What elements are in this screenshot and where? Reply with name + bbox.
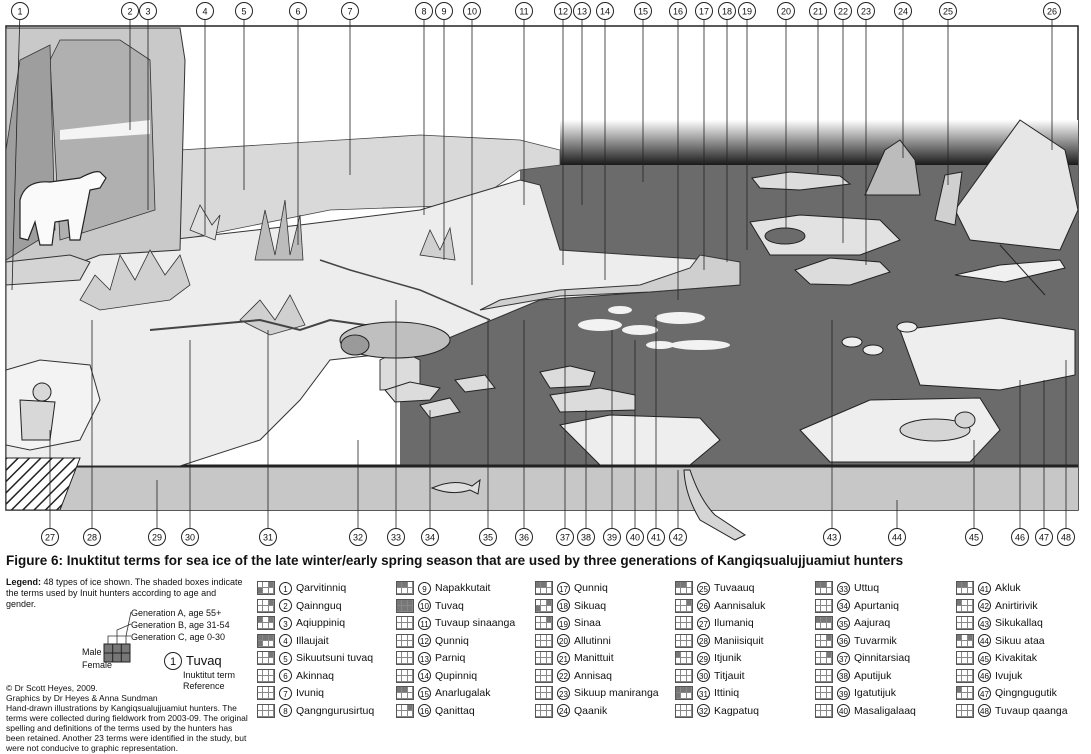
callout-number: 14: [599, 6, 611, 17]
term-39: [815, 685, 896, 701]
term-name: Napakkutait: [435, 582, 491, 594]
term-name: Qarvitinniq: [296, 582, 347, 594]
credits: [6, 683, 251, 753]
callout-number: 47: [1038, 532, 1050, 543]
callout-number: 24: [897, 6, 909, 17]
callout-number: 30: [184, 532, 196, 543]
graphics-credit: Graphics by Dr Heyes & Anna Sundman: [6, 693, 158, 703]
term-name: Igatutijuk: [854, 687, 897, 699]
generation-a-label: Generation A, age 55+: [131, 608, 222, 618]
term-number: 40: [837, 704, 850, 717]
callout-number: 46: [1014, 532, 1026, 543]
term-23: [535, 685, 659, 701]
term-40: [815, 703, 916, 719]
term-name: Itjunik: [714, 652, 742, 664]
term-name: Annisaq: [574, 669, 612, 682]
term-number: 33: [837, 582, 850, 595]
term-48: [956, 703, 1068, 719]
term-name: Aajuraq: [854, 617, 891, 629]
term-number: 47: [978, 687, 991, 700]
term-number: 39: [837, 687, 850, 700]
usage-grid: [257, 704, 275, 718]
usage-grid: [675, 599, 693, 613]
term-number: 25: [697, 582, 710, 595]
term-2: [257, 598, 342, 614]
term-25: [675, 580, 754, 596]
usage-grid: [815, 599, 833, 613]
term-number: 4: [279, 634, 292, 647]
term-number: 22: [557, 669, 570, 682]
term-18: [535, 598, 606, 614]
term-name: Sikuutsuni tuvaq: [296, 652, 374, 664]
term-number: 21: [557, 652, 570, 665]
generation-b-label: Generation B, age 31-54: [131, 620, 230, 630]
term-name: Qunniq: [435, 634, 469, 647]
legend-grid-sample: [80, 608, 140, 668]
legend-description: [6, 577, 246, 610]
term-number: 16: [418, 704, 431, 717]
term-number: 31: [697, 687, 710, 700]
term-number: 2: [279, 599, 292, 612]
term-name: Parniq: [435, 652, 466, 664]
term-31: [675, 685, 739, 701]
term-number: 19: [557, 617, 570, 630]
usage-grid: [956, 686, 974, 700]
usage-grid: [396, 686, 414, 700]
term-37: [815, 650, 910, 666]
term-number: 17: [557, 582, 570, 595]
term-46: [956, 668, 1022, 684]
term-28: [675, 633, 764, 649]
usage-grid: [815, 651, 833, 665]
term-name: Aputijuk: [854, 669, 892, 682]
term-name: Qainnguq: [296, 599, 342, 612]
term-name: Anirtirivik: [995, 599, 1038, 612]
term-number: 12: [418, 634, 431, 647]
term-name: Sikuaq: [574, 599, 607, 612]
usage-grid: [257, 651, 275, 665]
term-number: 14: [418, 669, 431, 682]
term-34: [815, 598, 899, 614]
callout-number: 39: [606, 532, 618, 543]
term-name: Ivuniq: [296, 687, 325, 699]
term-number: 26: [697, 599, 710, 612]
term-name: Anarlugalak: [435, 687, 491, 699]
term-number: 5: [279, 652, 292, 665]
term-number: 41: [978, 582, 991, 595]
callout-number: 21: [812, 6, 824, 17]
term-number: 3: [279, 617, 292, 630]
term-22: [535, 668, 612, 684]
callout-number: 27: [44, 532, 56, 543]
usage-grid: [956, 581, 974, 595]
usage-grid: [396, 616, 414, 630]
callout-number: 23: [860, 6, 872, 17]
usage-grid: [815, 581, 833, 595]
usage-grid: [396, 669, 414, 683]
callout-number: 17: [698, 6, 710, 17]
term-4: [257, 633, 329, 649]
usage-grid: [535, 669, 553, 683]
usage-grid: [815, 634, 833, 648]
usage-grid: [956, 651, 974, 665]
usage-grid: [675, 686, 693, 700]
callout-number: 3: [145, 6, 151, 17]
term-name: Maniisiquit: [714, 634, 764, 647]
term-number: 23: [557, 687, 570, 700]
term-26: [675, 598, 765, 614]
callout-number: 44: [891, 532, 903, 543]
term-38: [815, 668, 891, 684]
term-name: Titjauit: [714, 669, 745, 682]
inuktitut-term-label: Inuktitut term: [183, 670, 236, 680]
callout-number: 43: [826, 532, 838, 543]
usage-grid: [956, 616, 974, 630]
female-label: Female: [82, 660, 113, 670]
term-19: [535, 615, 601, 631]
usage-grid: [535, 599, 553, 613]
usage-grid: [535, 704, 553, 718]
figure-caption: Figure 6: Inuktitut terms for sea ice of the late winter/early spring season that are used by three generations of Kangiqsualujjuamiut hunters: [6, 553, 904, 568]
term-name: Ilumaniq: [714, 617, 754, 629]
usage-grid: [956, 669, 974, 683]
term-30: [675, 668, 745, 684]
term-35: [815, 615, 890, 631]
term-8: [257, 703, 374, 719]
usage-grid: [257, 669, 275, 683]
term-name: Qanittaq: [435, 704, 475, 717]
usage-grid: [396, 581, 414, 595]
usage-grid: [257, 616, 275, 630]
term-name: Uttuq: [854, 582, 880, 594]
term-name: Akluk: [995, 582, 1021, 594]
callout-number: 42: [672, 532, 684, 543]
term-17: [535, 580, 608, 596]
reference-label: Reference: [183, 681, 225, 691]
term-41: [956, 580, 1021, 596]
usage-grid: [675, 581, 693, 595]
term-5: [257, 650, 373, 666]
term-name: Qaanik: [574, 704, 608, 717]
usage-grid: [956, 704, 974, 718]
term-21: [535, 650, 614, 666]
callout-number: 45: [968, 532, 980, 543]
term-10: [396, 598, 464, 614]
callout-number: 4: [202, 6, 208, 17]
usage-grid: [535, 686, 553, 700]
callout-number: 12: [557, 6, 569, 17]
term-name: Qunniq: [574, 582, 608, 594]
callout-number: 38: [580, 532, 592, 543]
term-number: 10: [418, 599, 431, 612]
term-number: 9: [418, 582, 431, 595]
term-44: [956, 633, 1045, 649]
term-7: [257, 685, 324, 701]
term-number: 28: [697, 634, 710, 647]
term-name: Ivujuk: [995, 669, 1023, 682]
term-number: 45: [978, 652, 991, 665]
term-name: Apurtaniq: [854, 599, 899, 612]
callout-number: 36: [518, 532, 530, 543]
term-name: Akinnaq: [296, 669, 334, 682]
usage-grid: [257, 686, 275, 700]
usage-grid: [535, 634, 553, 648]
term-36: [815, 633, 897, 649]
callout-number: 7: [347, 6, 353, 17]
callout-number: 19: [741, 6, 753, 17]
copyright: © Dr Scott Heyes, 2009.: [6, 683, 98, 693]
sample-term-name: Tuvaq: [186, 653, 222, 668]
term-name: Tuvaup qaanga: [995, 704, 1068, 717]
term-29: [675, 650, 741, 666]
term-33: [815, 580, 879, 596]
usage-grid: [396, 634, 414, 648]
term-number: 8: [279, 704, 292, 717]
callout-number: 11: [519, 6, 529, 17]
term-47: [956, 685, 1057, 701]
callout-number: 6: [295, 6, 301, 17]
term-number: 42: [978, 599, 991, 612]
usage-grid: [675, 669, 693, 683]
callout-number: 8: [421, 6, 427, 17]
callout-number: 29: [151, 532, 163, 543]
term-name: Sikukallaq: [995, 617, 1043, 629]
callout-number: 2: [127, 6, 133, 17]
term-12: [396, 633, 469, 649]
term-27: [675, 615, 754, 631]
term-number: 35: [837, 617, 850, 630]
term-11: [396, 615, 515, 631]
male-label: Male: [82, 647, 102, 657]
term-number: 36: [837, 634, 850, 647]
underwater-band: [6, 466, 1078, 510]
term-number: 46: [978, 669, 991, 682]
callout-number: 28: [86, 532, 98, 543]
usage-grid: [956, 599, 974, 613]
term-number: 44: [978, 634, 991, 647]
term-1: [257, 580, 346, 596]
usage-grid: [257, 599, 275, 613]
term-45: [956, 650, 1037, 666]
term-name: Masaligalaaq: [854, 704, 916, 717]
usage-grid: [815, 686, 833, 700]
term-42: [956, 598, 1038, 614]
term-name: Qinnitarsiaq: [854, 652, 911, 664]
callout-number: 34: [424, 532, 436, 543]
usage-grid: [535, 616, 553, 630]
term-name: Qangngurusirtuq: [296, 704, 375, 717]
legend-text: 48 types of ice shown. The shaded boxes indicate the terms used by Inuit hunters according to age and gender.: [6, 577, 243, 609]
callout-number: 1: [17, 6, 23, 17]
term-20: [535, 633, 611, 649]
term-name: Allutinni: [574, 634, 611, 647]
term-name: Manittuit: [574, 652, 614, 664]
term-name: Tuvaup sinaanga: [435, 617, 516, 629]
term-name: Tuvarmik: [854, 634, 897, 647]
callout-number: 9: [441, 6, 447, 17]
term-number: 48: [978, 704, 991, 717]
usage-grid: [535, 581, 553, 595]
term-number: 7: [279, 687, 292, 700]
legend-label: Legend:: [6, 577, 41, 587]
callout-number: 41: [650, 532, 662, 543]
usage-grid: [257, 634, 275, 648]
usage-grid: [675, 616, 693, 630]
sample-number: 1: [164, 652, 182, 670]
term-name: Tuvaauq: [714, 582, 755, 594]
term-14: [396, 668, 477, 684]
callout-number: 26: [1046, 6, 1058, 17]
callout-number: 18: [721, 6, 733, 17]
callout-number: 25: [942, 6, 954, 17]
usage-grid: [815, 704, 833, 718]
term-name: Ittiniq: [714, 687, 740, 699]
callout-number: 32: [352, 532, 364, 543]
term-24: [535, 703, 607, 719]
term-name: Kivakitak: [995, 652, 1038, 664]
term-number: 1: [279, 582, 292, 595]
callout-number: 37: [559, 532, 571, 543]
term-name: Illaujait: [296, 634, 329, 647]
term-name: Qingngugutik: [995, 687, 1057, 699]
term-name: Sinaa: [574, 617, 601, 629]
term-name: Aannisaluk: [714, 599, 766, 612]
term-number: 11: [418, 617, 431, 630]
usage-grid: [396, 704, 414, 718]
term-number: 37: [837, 652, 850, 665]
term-name: Tuvaq: [435, 599, 464, 612]
callout-number: 16: [672, 6, 684, 17]
term-43: [956, 615, 1043, 631]
usage-grid: [535, 651, 553, 665]
usage-grid: [815, 669, 833, 683]
term-number: 32: [697, 704, 710, 717]
term-number: 13: [418, 652, 431, 665]
generation-c-label: Generation C, age 0-30: [131, 632, 226, 642]
term-13: [396, 650, 465, 666]
term-number: 29: [697, 652, 710, 665]
term-number: 18: [557, 599, 570, 612]
callout-number: 10: [466, 6, 478, 17]
usage-grid: [675, 704, 693, 718]
callout-number: 22: [837, 6, 849, 17]
term-number: 30: [697, 669, 710, 682]
term-6: [257, 668, 334, 684]
term-number: 27: [697, 617, 710, 630]
usage-grid: [675, 634, 693, 648]
term-number: 34: [837, 599, 850, 612]
term-number: 20: [557, 634, 570, 647]
usage-grid: [257, 581, 275, 595]
usage-grid: [956, 634, 974, 648]
callout-number: 5: [241, 6, 247, 17]
callout-number: 40: [629, 532, 641, 543]
illustration-note: Hand-drawn illustrations by Kangiqsualujjuamiut hunters. The terms were collected during fieldwork from 2003-09. The original spelling and definitions of the terms used by the hunters has been retained. Another 23 terms were identified in the study, but were not conducive to graphic representation.: [6, 703, 248, 753]
callout-number: 35: [482, 532, 494, 543]
term-15: [396, 685, 490, 701]
term-3: [257, 615, 345, 631]
term-name: Aqiuppiniq: [296, 617, 346, 629]
usage-grid: [815, 616, 833, 630]
usage-grid: [396, 599, 414, 613]
usage-grid: [396, 651, 414, 665]
term-name: Sikuup maniranga: [574, 687, 659, 699]
callout-number: 15: [637, 6, 649, 17]
callout-number: 33: [390, 532, 402, 543]
term-number: 15: [418, 687, 431, 700]
callout-number: 20: [780, 6, 792, 17]
term-number: 38: [837, 669, 850, 682]
term-32: [675, 703, 759, 719]
callout-number: 13: [576, 6, 588, 17]
usage-grid: [675, 651, 693, 665]
term-number: 6: [279, 669, 292, 682]
term-number: 24: [557, 704, 570, 717]
walrus: [340, 322, 450, 358]
callout-number: 31: [262, 532, 274, 543]
sample-term: [164, 652, 222, 670]
term-9: [396, 580, 490, 596]
term-name: Sikuu ataa: [995, 634, 1045, 647]
term-16: [396, 703, 475, 719]
term-number: 43: [978, 617, 991, 630]
term-name: Kagpatuq: [714, 704, 759, 717]
callout-number: 48: [1060, 532, 1072, 543]
term-name: Qupinniq: [435, 669, 478, 682]
